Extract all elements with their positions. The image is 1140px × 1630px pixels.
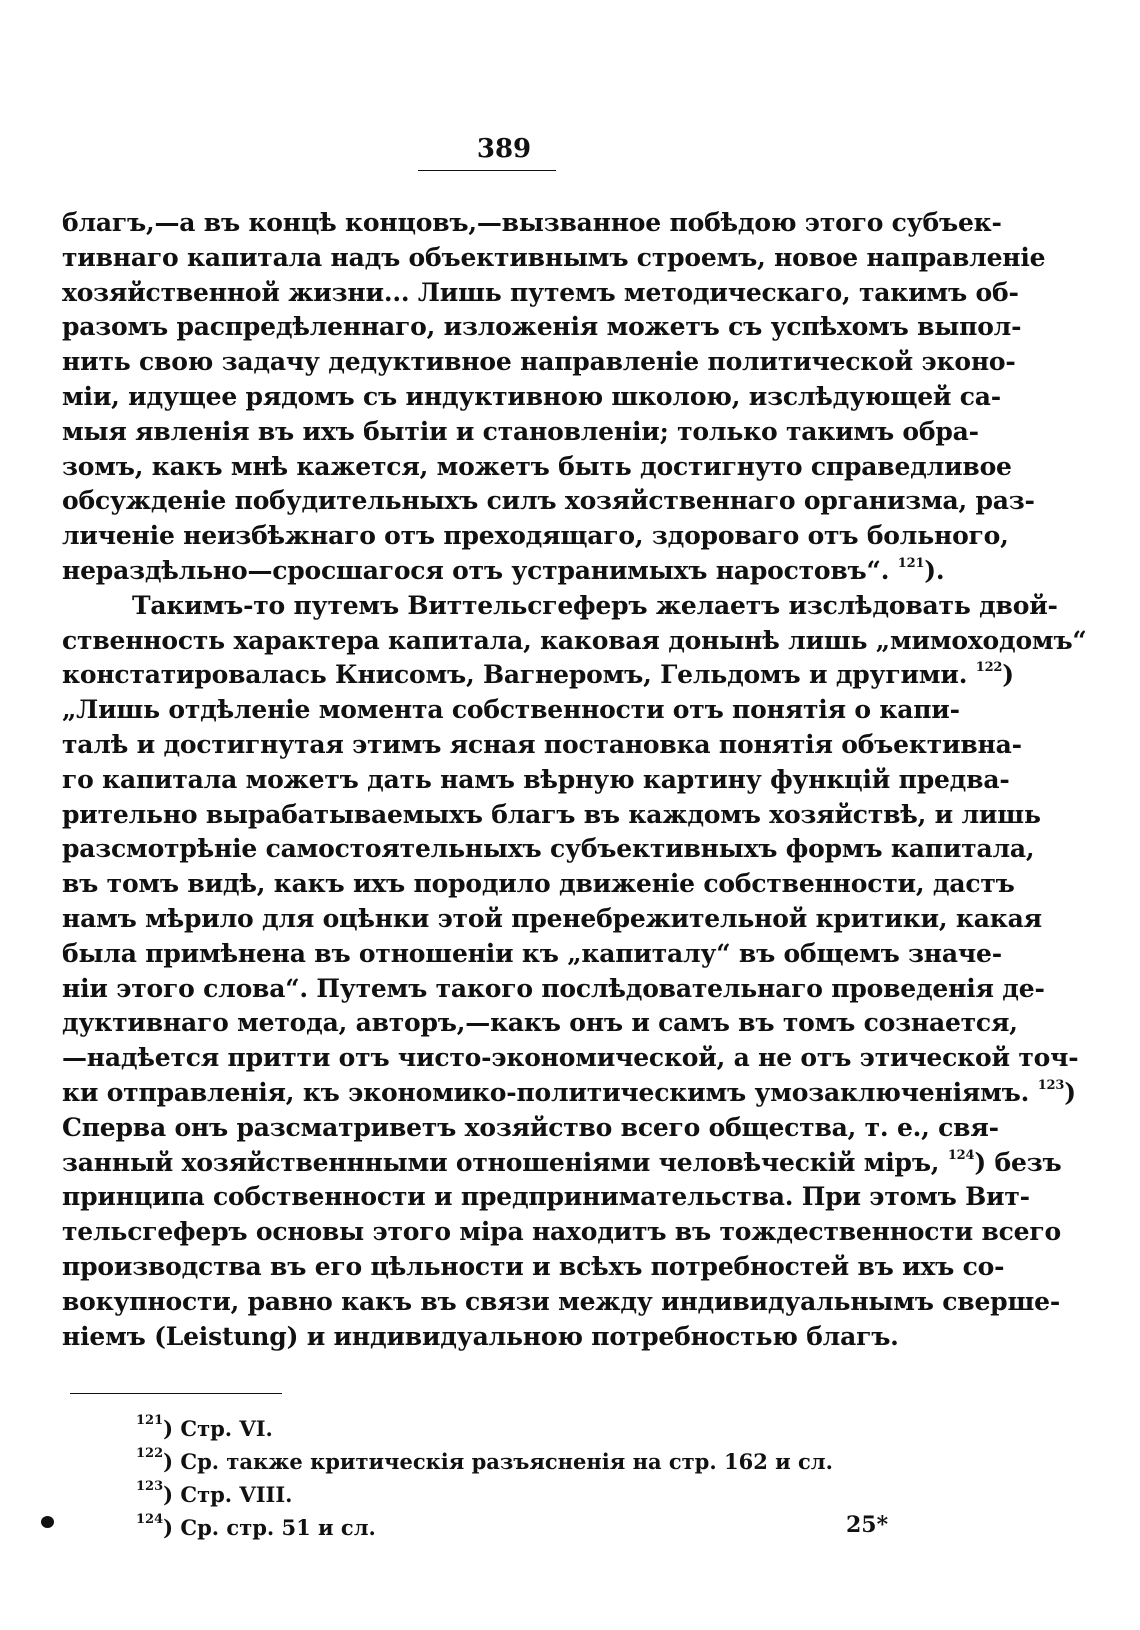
text-line: вокупности, равно какъ въ связи между индивидуальнымъ сверше- — [62, 1286, 1061, 1316]
text-line: обсужденіе побудительныхъ силъ хозяйственнаго организма, раз- — [62, 486, 1035, 516]
footnote: $^{123}$) Стр. VIII. — [136, 1479, 293, 1507]
text-line: —надѣется притти отъ чисто-экономической, а не отъ этической точ- — [62, 1043, 1079, 1073]
text-line: ніи этого слова“. Путемъ такого послѣдовательнаго проведенія де- — [62, 973, 1045, 1003]
footnote-ref[interactable]: 122 — [975, 660, 1003, 676]
footnote-number: 122 — [136, 1446, 164, 1461]
text-line: Такимъ-то путемъ Виттельсгеферъ желаетъ изслѣдовать двой- — [132, 590, 1058, 620]
body-text — [62, 206, 1087, 1354]
footnote-ref[interactable]: 124 — [947, 1147, 975, 1163]
footnote: $^{122}$) Ср. также критическія разъясненія на стр. 162 и сл. — [136, 1446, 833, 1474]
text-line: зомъ, какъ мнѣ кажется, можетъ быть достигнуто справедливое — [62, 451, 1012, 481]
text-line: благъ,—а въ концѣ концовъ,—вызванное побѣдою этого субъек- — [62, 208, 1002, 237]
text-line: личеніе неизбѣжнаго отъ преходящаго, здороваго отъ больного, — [62, 521, 1009, 551]
printer-signature: 25* — [846, 1512, 889, 1538]
text-line: нить свою задачу дедуктивное направленіе политической эконо- — [62, 347, 1016, 377]
footnote-number: 121 — [136, 1413, 164, 1428]
footnote-number: 123 — [136, 1479, 164, 1494]
text-line: разсмотрѣніе самостоятельныхъ субъективныхъ формъ капитала, — [62, 834, 1035, 864]
text-line: занный хозяйственнными отношеніями человѣческій міръ, $^{124}$) безъ — [62, 1147, 1062, 1177]
text-line: ки отправленія, къ экономико-политическимъ умозаключеніямъ. $^{123}$) — [62, 1077, 1076, 1107]
footnote-ref[interactable]: 121 — [897, 555, 925, 571]
text-line: нераздѣльно—сросшагося отъ устранимыхъ наростовъ“. $^{121}$). — [62, 555, 945, 585]
text-line: намъ мѣрило для оцѣнки этой пренебрежительной критики, какая — [62, 903, 1042, 933]
text-line: го капитала можетъ дать намъ вѣрную картину функцій предва- — [62, 764, 1010, 794]
text-line: ніемъ (Leistung) и индивидуальною потребностью благъ. — [62, 1321, 899, 1351]
page-number: 389 — [476, 134, 532, 164]
text-line: тивнаго капитала надъ объективнымъ строемъ, новое направленіе — [62, 242, 1046, 272]
ink-blot — [41, 1516, 54, 1528]
text-line: талѣ и достигнутая этимъ ясная постановка понятія объективна- — [62, 729, 1022, 759]
text-line: констатировалась Книсомъ, Вагнеромъ, Гельдомъ и другими. $^{122}$) — [62, 660, 1014, 690]
footnote-number: 124 — [136, 1512, 164, 1527]
footnote: $^{124}$) Ср. стр. 51 и сл. — [136, 1512, 376, 1540]
footnote-ref[interactable]: 123 — [1037, 1077, 1065, 1093]
text-line: разомъ распредѣленнаго, изложенія можетъ съ успѣхомъ выпол- — [62, 312, 1022, 342]
text-line: въ томъ видѣ, какъ ихъ породило движеніе собственности, дастъ — [62, 869, 1015, 899]
text-line: Сперва онъ разсматриветъ хозяйство всего общества, т. е., свя- — [62, 1112, 999, 1142]
text-line: дуктивнаго метода, авторъ,—какъ онъ и самъ въ томъ сознается, — [62, 1008, 1018, 1038]
text-line: тельсгеферъ основы этого міра находитъ въ тождественности всего — [62, 1217, 1061, 1247]
text-line: міи, идущее рядомъ съ индуктивною школою, изслѣдующей са- — [62, 381, 1001, 411]
text-line: „Лишь отдѣленіе момента собственности отъ понятія о капи- — [62, 695, 960, 725]
text-line: принципа собственности и предпринимательства. При этомъ Вит- — [62, 1182, 1030, 1212]
text-line: ственность характера капитала, каковая донынѣ лишь „мимоходомъ“ — [62, 625, 1087, 655]
text-line: рительно вырабатываемыхъ благъ въ каждомъ хозяйствѣ, и лишь — [62, 799, 1041, 829]
footnotes — [136, 1412, 936, 1544]
text-line: производства въ его цѣльности и всѣхъ потребностей въ ихъ со- — [62, 1251, 1005, 1281]
text-line: была примѣнена въ отношеніи къ „капиталу“ въ общемъ значе- — [62, 938, 1002, 968]
footnote: $^{121}$) Стр. VI. — [136, 1413, 273, 1441]
text-line: мыя явленія въ ихъ бытіи и становленіи; только такимъ обра- — [62, 416, 979, 446]
footnote-rule — [70, 1393, 282, 1394]
page-number-rule — [418, 170, 556, 171]
text-line: хозяйственной жизни... Лишь путемъ методическаго, такимъ об- — [62, 277, 1019, 307]
